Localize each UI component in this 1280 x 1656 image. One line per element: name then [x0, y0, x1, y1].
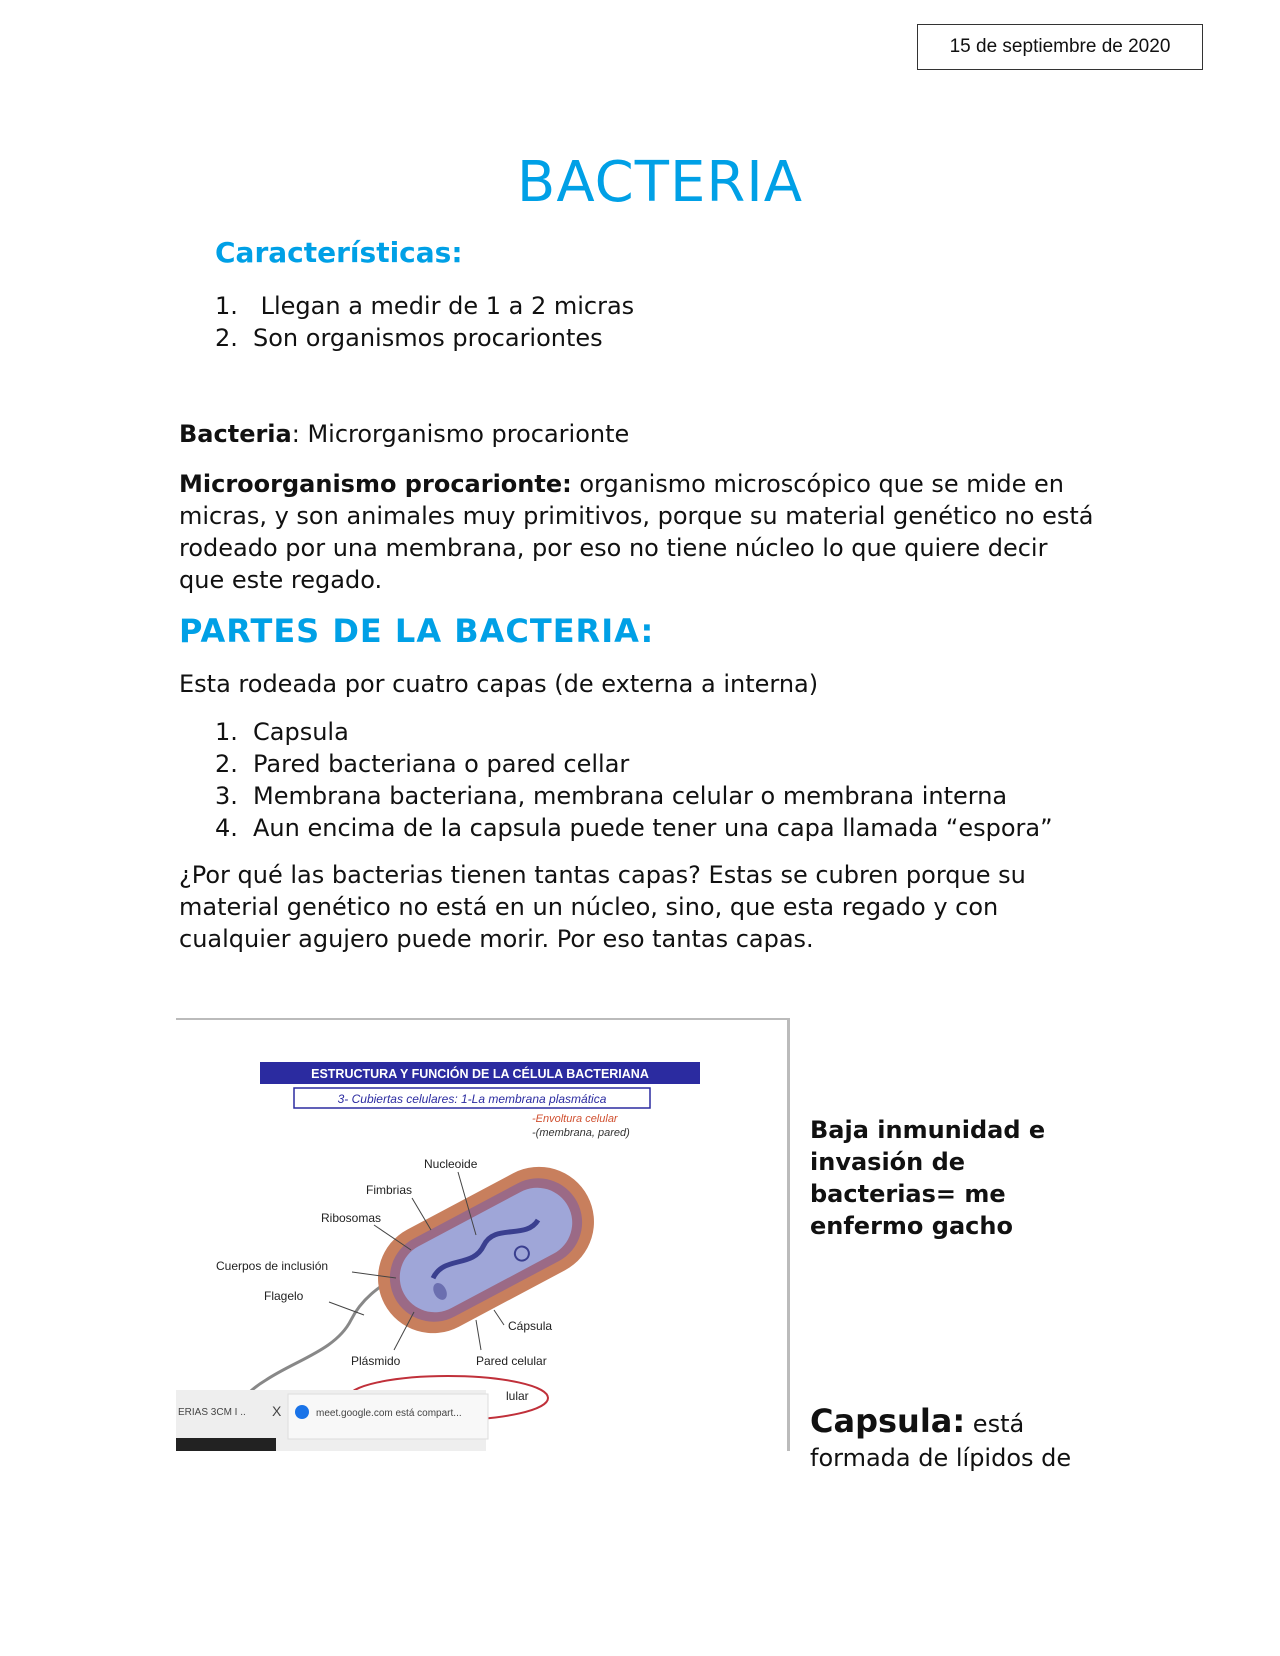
date-box	[917, 24, 1203, 70]
label-capsula: Cápsula	[508, 1319, 553, 1333]
definition-microorganismo	[179, 468, 1099, 596]
label-fimbrias: Fimbrias	[366, 1183, 413, 1197]
label-ribosomas: Ribosomas	[321, 1211, 382, 1225]
page-title: BACTERIA	[516, 150, 804, 215]
definition-text: organismo microscópico que se mide en micras, y son animales muy primitivos, porque su material genético no está rodeado por una membrana, por eso no tiene núcleo lo que quiere decir que este regado.	[179, 470, 1094, 594]
figure-title: ESTRUCTURA Y FUNCIÓN DE LA CÉLULA BACTERIANA	[311, 1067, 649, 1081]
label-envoltura-detail: -(membrana, pared)	[532, 1127, 630, 1139]
list-number: 2.	[215, 324, 238, 352]
label-nucleoide: Nucleoide	[424, 1157, 478, 1171]
partes-heading: PARTES DE LA BACTERIA:	[179, 612, 655, 650]
list-item	[215, 748, 1053, 780]
partes-list	[215, 716, 1053, 844]
caracteristicas-heading: Características:	[215, 236, 463, 269]
bacteria-diagram-image	[176, 1018, 790, 1451]
overlay-tab-text: ERIAS 3CM I ..	[178, 1407, 246, 1418]
label-plasmido: Plásmido	[351, 1354, 401, 1368]
bacteria-diagram	[176, 1020, 790, 1451]
list-item	[215, 290, 634, 322]
list-text: Pared bacteriana o pared cellar	[253, 750, 630, 778]
list-item	[215, 716, 1053, 748]
list-text: Aun encima de la capsula puede tener una capa llamada “espora”	[253, 814, 1053, 842]
label-flagelo: Flagelo	[264, 1289, 304, 1303]
list-item	[215, 322, 634, 354]
definition-bacteria	[179, 418, 1099, 450]
list-number: 2.	[215, 750, 238, 778]
label-cuerpos: Cuerpos de inclusión	[216, 1259, 329, 1273]
side-note-inmunidad: Baja inmunidad e invasión de bacterias= me enfermo gacho	[810, 1116, 1046, 1240]
list-item	[215, 812, 1053, 844]
list-text: Capsula	[253, 718, 349, 746]
side-note-text: está formada de lípidos de	[810, 1410, 1072, 1472]
definition-term: Microorganismo procarionte:	[179, 470, 572, 498]
list-number: 3.	[215, 782, 238, 810]
partes-intro: Esta rodeada por cuatro capas (de externa a interna)	[179, 670, 819, 698]
label-pared: Pared celular	[476, 1354, 547, 1368]
overlay-close-icon: X	[272, 1403, 282, 1419]
pregunta-paragraph: ¿Por qué las bacterias tienen tantas capas? Estas se cubren porque su material genético no está en un núcleo, sino, que esta regado y con cualquier agujero puede morir. Por eso tantas capas.	[179, 861, 1026, 953]
list-text: Son organismos procariontes	[253, 324, 603, 352]
definition-term: Bacteria	[179, 420, 292, 448]
side-note-capsula	[810, 1404, 1110, 1475]
label-envoltura: -Envoltura celular	[532, 1113, 618, 1125]
list-text: Llegan a medir de 1 a 2 micras	[253, 292, 635, 320]
list-item	[215, 780, 1053, 812]
list-number: 1.	[215, 292, 238, 320]
label-lular: lular	[506, 1389, 529, 1403]
date-text: 15 de septiembre de 2020	[949, 36, 1171, 57]
definition-text: : Microrganismo procarionte	[291, 420, 630, 448]
list-text: Membrana bacteriana, membrana celular o membrana interna	[253, 782, 1008, 810]
overlay-taskbar	[176, 1438, 276, 1451]
side-note-term: Capsula:	[810, 1402, 966, 1440]
list-number: 1.	[215, 718, 238, 746]
figure-subtitle: 3- Cubiertas celulares: 1-La membrana plasmática	[337, 1092, 607, 1106]
bacterium-cell	[359, 1147, 614, 1352]
list-number: 4.	[215, 814, 238, 842]
caracteristicas-list	[215, 290, 634, 354]
browser-favicon-icon	[295, 1405, 309, 1419]
overlay-share-text: meet.google.com está compart...	[316, 1408, 462, 1419]
